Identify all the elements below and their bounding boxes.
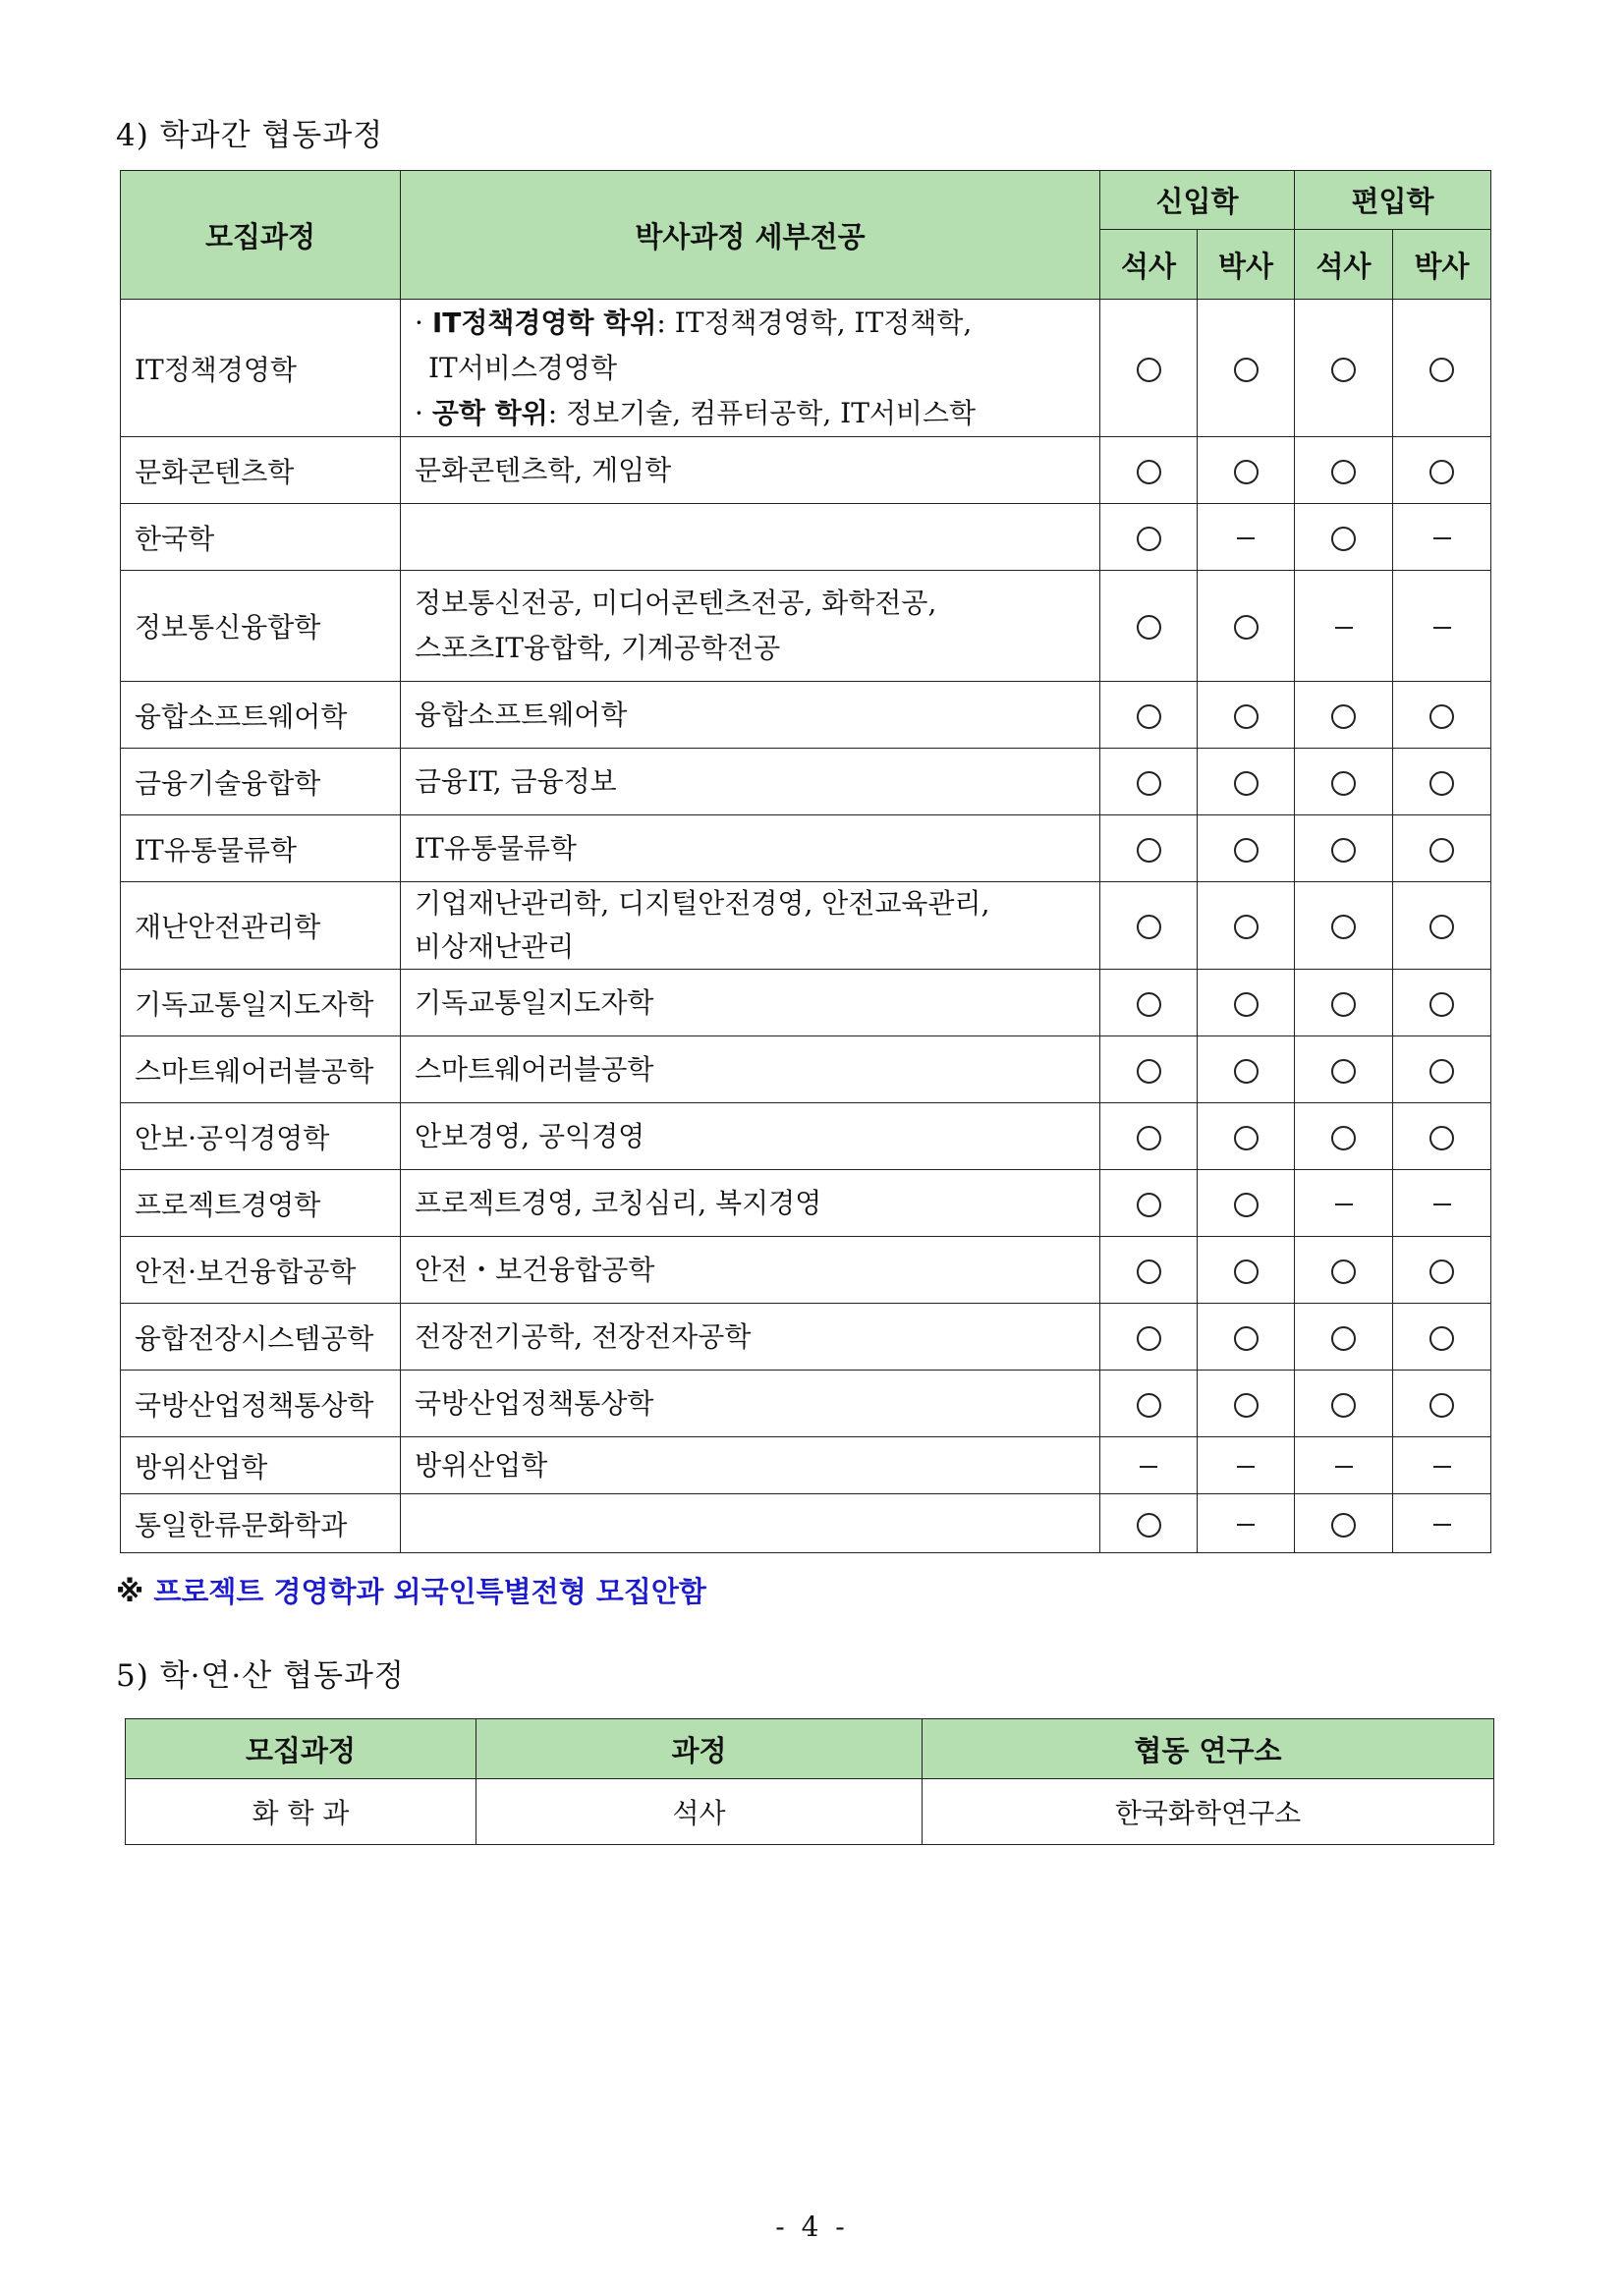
mark-cell [1198, 1170, 1295, 1237]
unavailable-dash-icon [1433, 1524, 1451, 1526]
section-5-title: 5) 학·연·산 협동과정 [116, 1658, 405, 1694]
available-circle-icon [1429, 1259, 1454, 1284]
mark-cell [1393, 504, 1491, 571]
course-name: 융합전장시스템공학 [121, 1304, 401, 1371]
recruitment-note [116, 1570, 706, 1610]
coop-header-institute: 협동 연구소 [923, 1719, 1494, 1779]
header-freshman: 신입학 [1100, 171, 1295, 230]
mark-cell [1198, 882, 1295, 970]
mark-cell [1295, 571, 1393, 682]
available-circle-icon [1331, 838, 1356, 863]
available-circle-icon [1234, 460, 1259, 484]
mark-cell [1393, 682, 1491, 749]
mark-cell [1295, 1036, 1393, 1103]
header-transfer-doctor: 박사 [1393, 230, 1491, 300]
major-text [401, 504, 1100, 571]
major-text: IT유통물류학 [401, 815, 1100, 882]
available-circle-icon [1234, 704, 1259, 729]
available-circle-icon [1137, 1126, 1161, 1150]
coop-header-degree: 과정 [476, 1719, 923, 1779]
available-circle-icon [1234, 1259, 1259, 1284]
mark-cell [1100, 882, 1198, 970]
major-text: 스마트웨어러블공학 [401, 1036, 1100, 1103]
coop-course: 화 학 과 [126, 1779, 476, 1845]
course-name: 정보통신융합학 [121, 571, 401, 682]
mark-cell [1100, 749, 1198, 815]
mark-cell [1100, 300, 1198, 437]
available-circle-icon [1234, 992, 1259, 1017]
major-text: 전장전기공학, 전장전자공학 [401, 1304, 1100, 1371]
header-major: 박사과정 세부전공 [401, 171, 1100, 300]
coop-degree: 석사 [476, 1779, 923, 1845]
available-circle-icon [1331, 1326, 1356, 1351]
mark-cell [1100, 682, 1198, 749]
mark-cell [1100, 815, 1198, 882]
table-row [121, 815, 1491, 882]
table-row [121, 1494, 1491, 1553]
mark-cell [1393, 1494, 1491, 1553]
mark-cell [1295, 1237, 1393, 1304]
major-text: 방위산업학 [401, 1437, 1100, 1494]
mark-cell [1198, 1371, 1295, 1437]
table-row [121, 1371, 1491, 1437]
major-text: 융합소프트웨어학 [401, 682, 1100, 749]
available-circle-icon [1137, 527, 1161, 551]
available-circle-icon [1137, 704, 1161, 729]
mark-cell [1198, 815, 1295, 882]
course-name: IT유통물류학 [121, 815, 401, 882]
mark-cell [1100, 437, 1198, 504]
available-circle-icon [1234, 1059, 1259, 1084]
mark-cell [1393, 1103, 1491, 1170]
course-name: 재난안전관리학 [121, 882, 401, 970]
major-text: 프로젝트경영, 코칭심리, 복지경영 [401, 1170, 1100, 1237]
major-text: 문화콘텐츠학, 게임학 [401, 437, 1100, 504]
available-circle-icon [1429, 1326, 1454, 1351]
unavailable-dash-icon [1140, 1466, 1157, 1468]
course-name: 통일한류문화학과 [121, 1494, 401, 1553]
available-circle-icon [1137, 1326, 1161, 1351]
mark-cell [1393, 1237, 1491, 1304]
major-text: 기업재난관리학, 디지털안전경영, 안전교육관리, [415, 887, 990, 920]
degree-label: 공학 학위 [431, 396, 548, 429]
mark-cell [1100, 1371, 1198, 1437]
mark-cell [1198, 749, 1295, 815]
course-name: 국방산업정책통상학 [121, 1371, 401, 1437]
mark-cell [1393, 749, 1491, 815]
available-circle-icon [1429, 838, 1454, 863]
major-text: 안보경영, 공익경영 [401, 1103, 1100, 1170]
available-circle-icon [1429, 992, 1454, 1017]
available-circle-icon [1137, 615, 1161, 640]
major-text [401, 1494, 1100, 1553]
available-circle-icon [1234, 1326, 1259, 1351]
available-circle-icon [1331, 460, 1356, 484]
table-row [121, 749, 1491, 815]
available-circle-icon [1137, 460, 1161, 484]
table-row [121, 504, 1491, 571]
available-circle-icon [1429, 704, 1454, 729]
table-row [121, 1437, 1491, 1494]
mark-cell [1198, 437, 1295, 504]
mark-cell [1295, 682, 1393, 749]
mark-cell [1393, 1371, 1491, 1437]
note-text: 프로젝트 경영학과 외국인특별전형 모집안함 [153, 1575, 706, 1608]
course-name: 안보·공익경영학 [121, 1103, 401, 1170]
interdepartmental-program-table [120, 170, 1491, 1553]
mark-cell [1198, 970, 1295, 1036]
unavailable-dash-icon [1237, 537, 1255, 539]
industry-research-program-table [125, 1718, 1494, 1845]
mark-cell [1295, 882, 1393, 970]
mark-cell [1295, 1304, 1393, 1371]
major-text: 국방산업정책통상학 [401, 1371, 1100, 1437]
course-name: 안전·보건융합공학 [121, 1237, 401, 1304]
unavailable-dash-icon [1433, 627, 1451, 629]
available-circle-icon [1137, 838, 1161, 863]
unavailable-dash-icon [1433, 537, 1451, 539]
major-list [401, 882, 1100, 970]
available-circle-icon [1331, 1126, 1356, 1150]
table-row [121, 682, 1491, 749]
unavailable-dash-icon [1335, 1466, 1353, 1468]
mark-cell [1100, 1437, 1198, 1494]
available-circle-icon [1429, 1393, 1454, 1418]
mark-cell [1295, 437, 1393, 504]
available-circle-icon [1234, 358, 1259, 382]
mark-cell [1393, 1036, 1491, 1103]
mark-cell [1100, 1494, 1198, 1553]
mark-cell [1100, 1170, 1198, 1237]
mark-cell [1393, 437, 1491, 504]
table-row [126, 1779, 1494, 1845]
table-row [121, 882, 1491, 970]
available-circle-icon [1331, 915, 1356, 939]
available-circle-icon [1429, 771, 1454, 796]
unavailable-dash-icon [1237, 1466, 1255, 1468]
available-circle-icon [1137, 1259, 1161, 1284]
major-text: 비상재난관리 [415, 930, 575, 963]
mark-cell [1198, 300, 1295, 437]
mark-cell [1295, 970, 1393, 1036]
course-name: 융합소프트웨어학 [121, 682, 401, 749]
unavailable-dash-icon [1335, 627, 1353, 629]
mark-cell [1198, 1494, 1295, 1553]
table-row [121, 1304, 1491, 1371]
available-circle-icon [1234, 915, 1259, 939]
course-name: 한국학 [121, 504, 401, 571]
header-transfer: 편입학 [1295, 171, 1491, 230]
mark-cell [1295, 1170, 1393, 1237]
mark-cell [1393, 882, 1491, 970]
table-row [121, 1237, 1491, 1304]
major-list: · IT정책경영학 학위: IT정책경영학, IT정책학, IT서비스경영학 · 공학 학위: 정보기술, 컴퓨터공학, IT서비스학 [401, 300, 1100, 437]
available-circle-icon [1234, 838, 1259, 863]
header-freshman-master: 석사 [1100, 230, 1198, 300]
course-name: 금융기술융합학 [121, 749, 401, 815]
mark-cell [1295, 815, 1393, 882]
table-row [121, 1036, 1491, 1103]
unavailable-dash-icon [1433, 1466, 1451, 1468]
mark-cell [1295, 1494, 1393, 1553]
mark-cell [1100, 1103, 1198, 1170]
page-number: - 4 - [775, 2211, 849, 2243]
mark-cell [1295, 749, 1393, 815]
available-circle-icon [1234, 1193, 1259, 1217]
unavailable-dash-icon [1433, 1203, 1451, 1205]
major-text: IT서비스경영학 [428, 351, 618, 384]
available-circle-icon [1331, 771, 1356, 796]
available-circle-icon [1429, 460, 1454, 484]
mark-cell [1100, 504, 1198, 571]
mark-cell [1295, 504, 1393, 571]
coop-header-course: 모집과정 [126, 1719, 476, 1779]
available-circle-icon [1137, 1059, 1161, 1084]
header-transfer-master: 석사 [1295, 230, 1393, 300]
header-course: 모집과정 [121, 171, 401, 300]
available-circle-icon [1331, 527, 1356, 551]
mark-cell [1100, 970, 1198, 1036]
major-text: 정보통신전공, 미디어콘텐츠전공, 화학전공, [415, 587, 937, 619]
degree-label: IT정책경영학 학위 [431, 306, 657, 339]
mark-cell [1295, 1103, 1393, 1170]
table-row [121, 1170, 1491, 1237]
course-name: 프로젝트경영학 [121, 1170, 401, 1237]
course-name: 스마트웨어러블공학 [121, 1036, 401, 1103]
major-text: 금융IT, 금융정보 [401, 749, 1100, 815]
available-circle-icon [1331, 1059, 1356, 1084]
mark-cell [1198, 1237, 1295, 1304]
unavailable-dash-icon [1335, 1203, 1353, 1205]
header-freshman-doctor: 박사 [1198, 230, 1295, 300]
major-text: 안전・보건융합공학 [401, 1237, 1100, 1304]
available-circle-icon [1331, 992, 1356, 1017]
mark-cell [1100, 1036, 1198, 1103]
available-circle-icon [1331, 1393, 1356, 1418]
available-circle-icon [1234, 615, 1259, 640]
available-circle-icon [1137, 1513, 1161, 1538]
mark-cell [1393, 300, 1491, 437]
available-circle-icon [1234, 771, 1259, 796]
mark-cell [1198, 504, 1295, 571]
available-circle-icon [1331, 704, 1356, 729]
available-circle-icon [1137, 358, 1161, 382]
mark-cell [1393, 970, 1491, 1036]
available-circle-icon [1429, 1059, 1454, 1084]
table-row [121, 300, 1491, 437]
course-name: 문화콘텐츠학 [121, 437, 401, 504]
section-4-title: 4) 학과간 협동과정 [116, 118, 384, 153]
available-circle-icon [1137, 1393, 1161, 1418]
mark-cell [1100, 1304, 1198, 1371]
note-symbol: ※ [116, 1575, 144, 1608]
table-row [121, 970, 1491, 1036]
available-circle-icon [1234, 1393, 1259, 1418]
available-circle-icon [1234, 1126, 1259, 1150]
mark-cell [1198, 682, 1295, 749]
available-circle-icon [1137, 915, 1161, 939]
table-row [121, 437, 1491, 504]
major-text: : 정보기술, 컴퓨터공학, IT서비스학 [547, 396, 977, 429]
major-text: : IT정책경영학, IT정책학, [656, 306, 973, 339]
mark-cell [1393, 571, 1491, 682]
mark-cell [1393, 1304, 1491, 1371]
major-list [401, 571, 1100, 682]
mark-cell [1198, 571, 1295, 682]
mark-cell [1393, 1170, 1491, 1237]
course-name: 기독교통일지도자학 [121, 970, 401, 1036]
table-row [121, 1103, 1491, 1170]
available-circle-icon [1331, 1259, 1356, 1284]
mark-cell [1198, 1304, 1295, 1371]
major-text: 스포츠IT융합학, 기계공학전공 [415, 632, 781, 664]
available-circle-icon [1429, 358, 1454, 382]
available-circle-icon [1137, 771, 1161, 796]
mark-cell [1295, 1437, 1393, 1494]
available-circle-icon [1331, 1513, 1356, 1538]
available-circle-icon [1331, 358, 1356, 382]
unavailable-dash-icon [1237, 1524, 1255, 1526]
mark-cell [1100, 571, 1198, 682]
available-circle-icon [1429, 915, 1454, 939]
mark-cell [1393, 1437, 1491, 1494]
available-circle-icon [1137, 992, 1161, 1017]
major-text: 기독교통일지도자학 [401, 970, 1100, 1036]
coop-institute: 한국화학연구소 [923, 1779, 1494, 1845]
course-name: IT정책경영학 [121, 300, 401, 437]
available-circle-icon [1137, 1193, 1161, 1217]
mark-cell [1393, 815, 1491, 882]
mark-cell [1295, 300, 1393, 437]
mark-cell [1198, 1437, 1295, 1494]
course-name: 방위산업학 [121, 1437, 401, 1494]
mark-cell [1100, 1237, 1198, 1304]
available-circle-icon [1429, 1126, 1454, 1150]
table-row [121, 571, 1491, 682]
mark-cell [1198, 1103, 1295, 1170]
mark-cell [1295, 1371, 1393, 1437]
mark-cell [1198, 1036, 1295, 1103]
